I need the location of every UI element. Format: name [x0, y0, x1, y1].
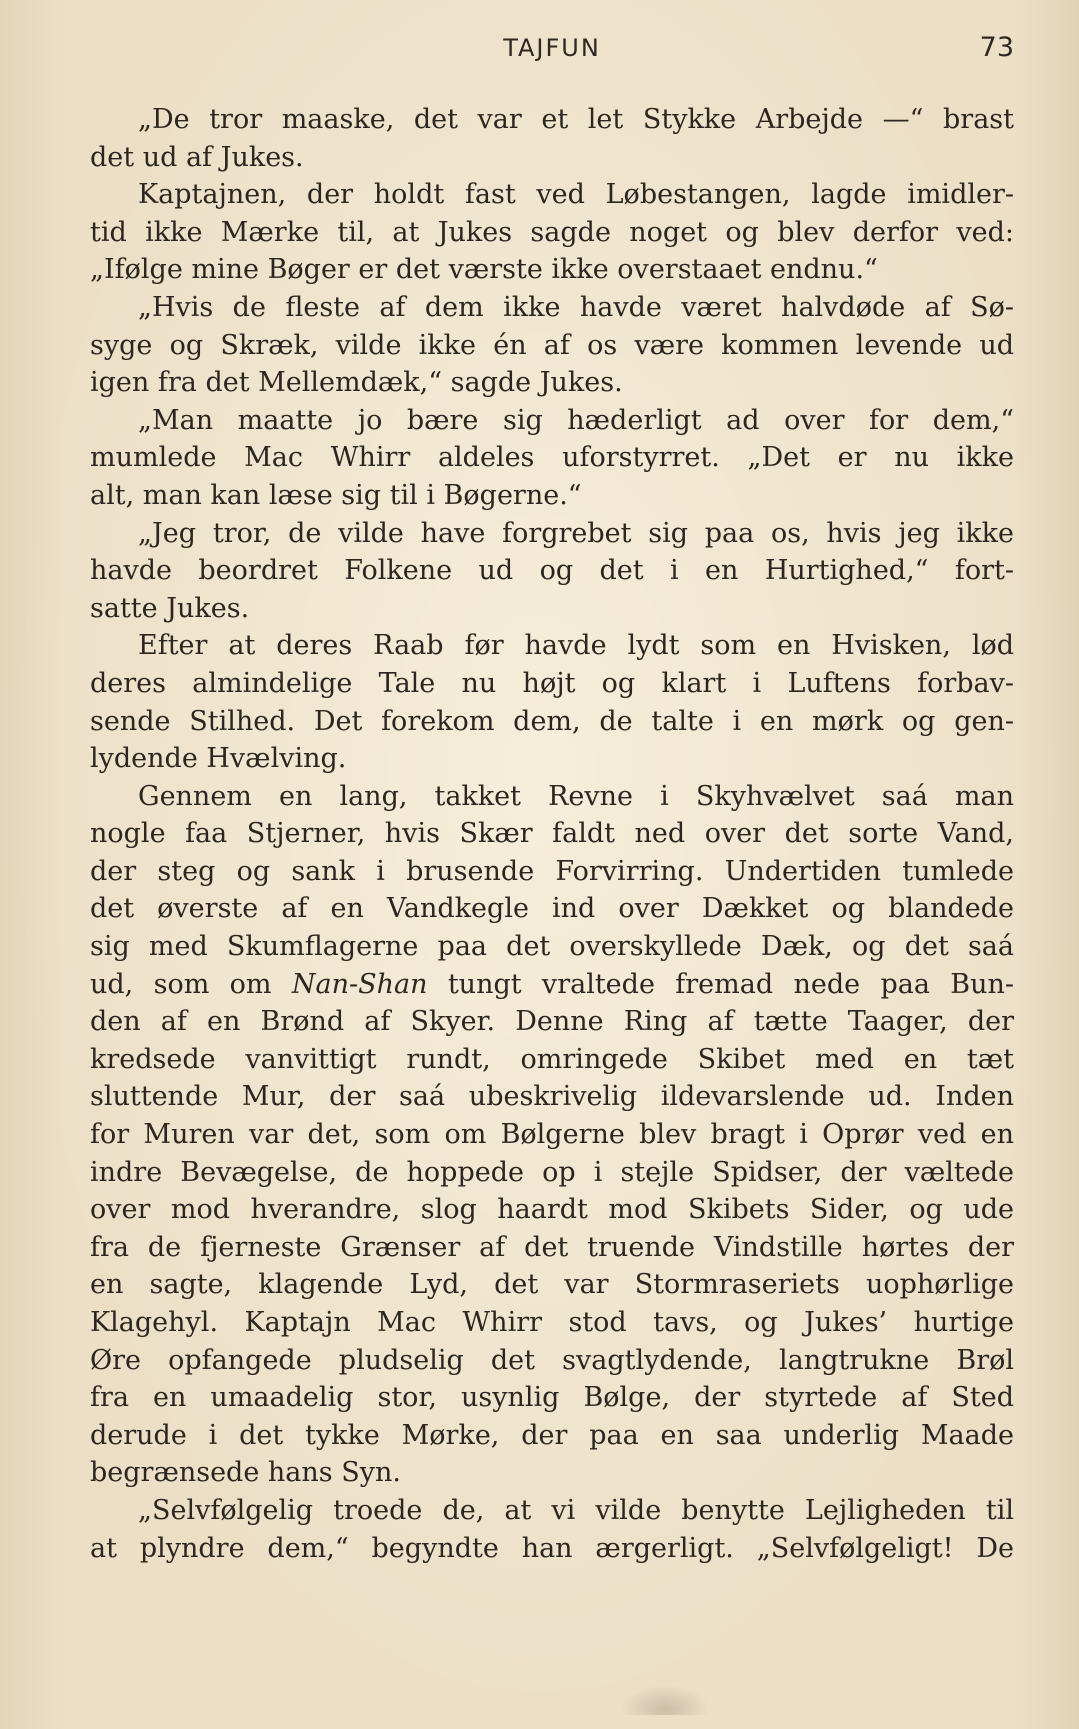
text-line: syge og Skræk, vilde ikke én af os være kommen levende ud: [90, 329, 1014, 361]
text-line: alt, man kan læse sig til i Bøgerne.“: [90, 479, 582, 511]
text-line: fra de fjerneste Grænser af det truende Vindstille hørtes der: [90, 1231, 1014, 1263]
text-line: „Hvis de fleste af dem ikke havde været halvdøde af Sø-: [138, 291, 1014, 323]
page-number: 73: [979, 32, 1014, 63]
text-line: havde beordret Folkene ud og det i en Hurtighed,“ fort-: [90, 555, 1014, 587]
running-head: [90, 30, 1014, 70]
text-line: det ud af Jukes.: [90, 141, 304, 173]
text-line: en sagte, klagende Lyd, det var Stormraseriets uophørlige: [90, 1269, 1014, 1301]
text-line: nogle faa Stjerner, hvis Skær faldt ned over det sorte Vand,: [90, 818, 1014, 850]
text-line: „Ifølge mine Bøger er det værste ikke overstaaet endnu.“: [90, 254, 878, 286]
text-line: Øre opfangede pludselig det svagtlydende, langtrukne Brøl: [90, 1344, 1014, 1376]
text-line: igen fra det Mellemdæk,“ sagde Jukes.: [90, 367, 623, 399]
text-line: sluttende Mur, der saá ubeskrivelig ildevarslende ud. Inden: [90, 1081, 1014, 1113]
ship-name: Nan-Shan: [291, 968, 428, 1000]
text-line: kredsede vanvittigt rundt, omringede Skibet med en tæt: [90, 1043, 1014, 1075]
text-line: at plyndre dem,“ begyndte han ærgerligt. „Selvfølgeligt! De: [90, 1532, 1014, 1564]
text-line: satte Jukes.: [90, 592, 250, 624]
text-line: den af en Brønd af Skyer. Denne Ring af tætte Taager, der: [90, 1006, 1014, 1038]
text-line-with-ship-name: [90, 966, 1014, 1004]
text-line: sig med Skumflagerne paa det overskyllede Dæk, og det saá: [90, 931, 1014, 963]
text-fragment: ud, som om: [90, 968, 292, 1000]
text-line: for Muren var det, som om Bølgerne blev bragt i Oprør ved en: [90, 1119, 1014, 1151]
text-line: lydende Hvælving.: [90, 743, 347, 775]
text-line: mumlede Mac Whirr aldeles uforstyrret. „Det er nu ikke: [90, 442, 1014, 474]
text-line: „Selvfølgelig troede de, at vi vilde benytte Lejligheden til: [138, 1494, 1014, 1526]
text-line: derude i det tykke Mørke, der paa en saa underlig Maade: [90, 1419, 1014, 1451]
text-line: over mod hverandre, slog haardt mod Skibets Sider, og ude: [90, 1194, 1014, 1226]
text-line: Kaptajnen, der holdt fast ved Løbestangen, lagde imidler-: [138, 179, 1014, 211]
text-line: Gennem en lang, takket Revne i Skyhvælvet saá man: [138, 780, 1014, 812]
running-title: TAJFUN: [503, 34, 601, 62]
text-line: begrænsede hans Syn.: [90, 1457, 401, 1489]
text-line: tid ikke Mærke til, at Jukes sagde noget og blev derfor ved:: [90, 216, 1014, 248]
text-line: „Jeg tror, de vilde have forgrebet sig paa os, hvis jeg ikke: [138, 517, 1014, 549]
body-text: [90, 101, 1014, 1567]
text-line: „Man maatte jo bære sig hæderligt ad over for dem,“: [138, 404, 1014, 436]
page-smudge: [620, 1685, 710, 1715]
text-line: det øverste af en Vandkegle ind over Dækket og blandede: [90, 893, 1014, 925]
text-line: Klagehyl. Kaptajn Mac Whirr stod tavs, og Jukes’ hurtige: [90, 1307, 1014, 1338]
text-line: deres almindelige Tale nu højt og klart i Luftens forbav-: [90, 667, 1014, 699]
text-line: sende Stilhed. Det forekom dem, de talte i en mørk og gen-: [90, 705, 1014, 737]
text-line: der steg og sank i brusende Forvirring. Undertiden tumlede: [90, 855, 1014, 887]
text-line: indre Bevægelse, de hoppede op i stejle Spidser, der væltede: [90, 1156, 1014, 1188]
text-line: Efter at deres Raab før havde lydt som en Hvisken, lød: [138, 630, 1014, 662]
text-fragment: tungt vraltede fremad nede paa Bun-: [427, 968, 1014, 1000]
text-line: fra en umaadelig stor, usynlig Bølge, der styrtede af Sted: [90, 1382, 1014, 1414]
text-line: „De tror maaske, det var et let Stykke Arbejde —“ brast: [138, 104, 1014, 135]
